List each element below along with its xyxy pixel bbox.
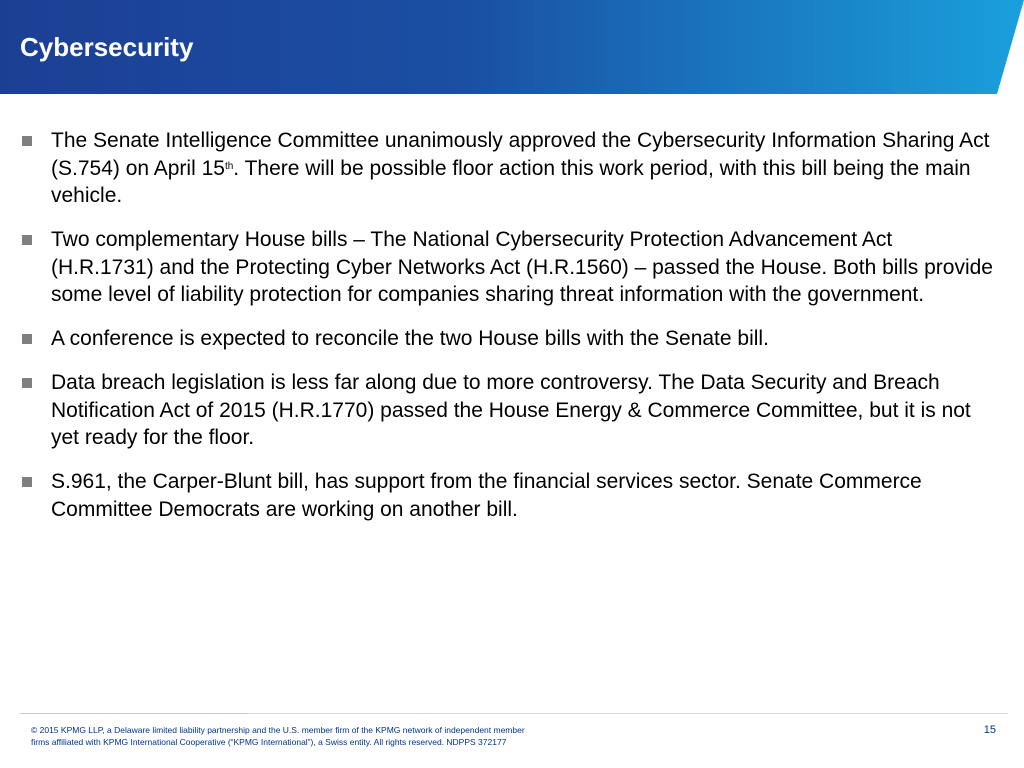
bullet-item	[20, 369, 1000, 452]
square-bullet-icon	[22, 378, 32, 388]
copyright-line: firms affiliated with KPMG International Cooperative (“KPMG International”), a Swiss entity. All rights reserved. NDPPS 372177	[31, 736, 507, 747]
ordinal-superscript: th	[224, 160, 234, 172]
bullet-item	[20, 468, 1000, 523]
bullet-text-part: The Senate Intelligence Committee unanimously approved the Cybersecurity Information Sharing Act (S.754) on April 15	[51, 129, 990, 180]
bullet-text: S.961, the Carper-Blunt bill, has support from the financial services sector. Senate Commerce Committee Democrats are working on another bill.	[51, 470, 922, 521]
page-number: 15	[983, 724, 996, 736]
slide-title: Cybersecurity	[20, 32, 194, 62]
square-bullet-icon	[22, 477, 32, 487]
bullet-text: A conference is expected to reconcile the two House bills with the Senate bill.	[51, 327, 769, 350]
title-banner	[0, 0, 1024, 94]
bullet-item	[20, 325, 1000, 353]
footer-divider-accent	[20, 713, 248, 714]
square-bullet-icon	[22, 136, 32, 146]
bullet-list	[20, 127, 1000, 540]
square-bullet-icon	[22, 235, 32, 245]
bullet-item	[20, 127, 1000, 210]
bullet-text	[51, 129, 990, 207]
square-bullet-icon	[22, 334, 32, 344]
bullet-item	[20, 226, 1000, 309]
copyright-notice	[31, 725, 591, 748]
bullet-text: Data breach legislation is less far along due to more controversy. The Data Security and Breach Notification Act of 2015 (H.R.1770) passed the House Energy & Commerce Committee, but it is not yet ready for the floor.	[51, 371, 971, 449]
bullet-text: Two complementary House bills – The National Cybersecurity Protection Advancement Act (H.R.1731) and the Protecting Cyber Networks Act (H.R.1560) – passed the House. Both bills provide some level of liability protection for companies sharing threat information with the government.	[51, 228, 993, 306]
bullet-text-part: . There will be possible floor action this work period, with this bill being the main vehicle.	[51, 156, 971, 207]
copyright-line: © 2015 KPMG LLP, a Delaware limited liability partnership and the U.S. member firm of the KPMG network of independent member	[31, 725, 525, 735]
